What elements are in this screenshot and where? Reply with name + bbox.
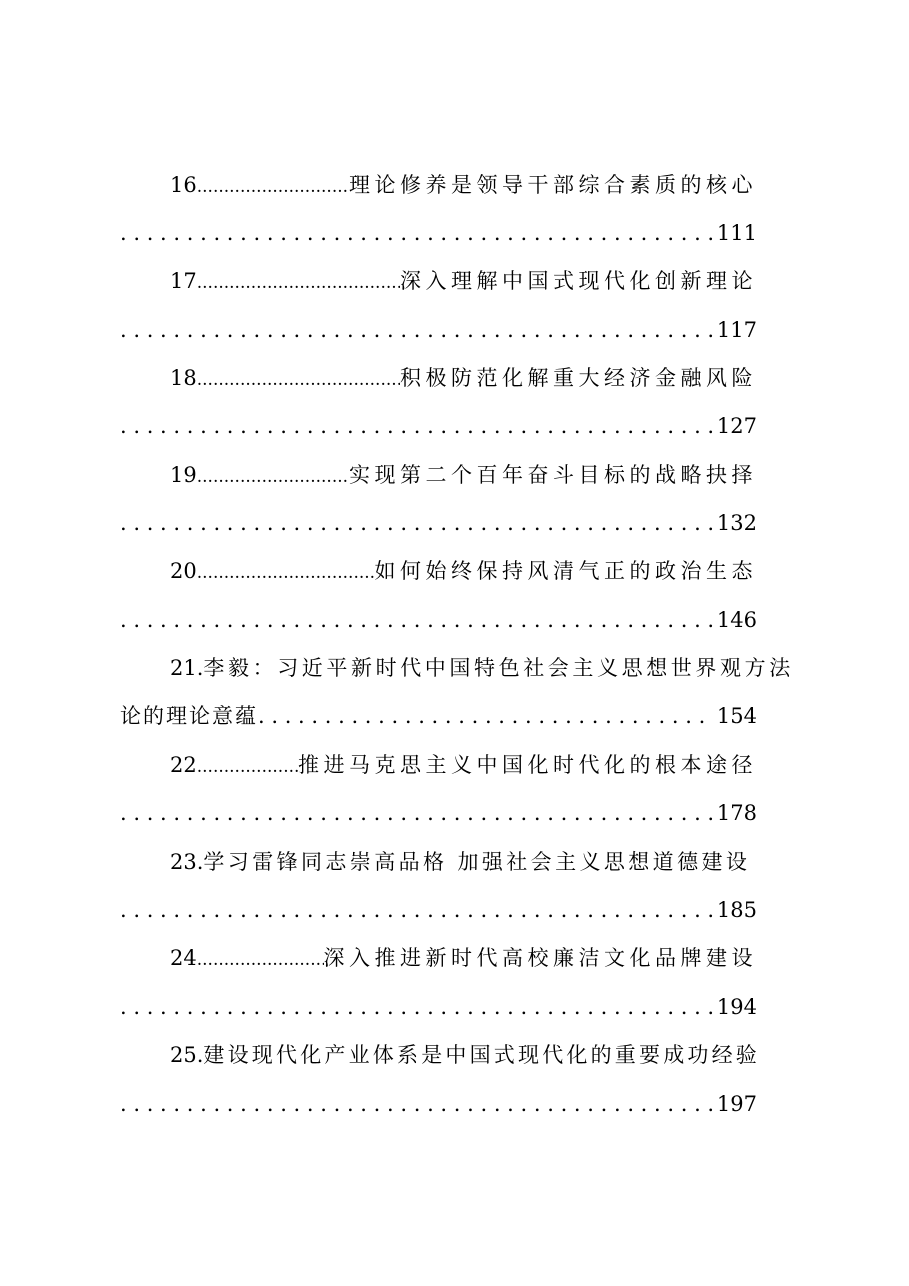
dot-leader bbox=[120, 893, 713, 927]
toc-entry-22-line2 bbox=[120, 796, 757, 830]
toc-entry-number: 21. bbox=[170, 656, 204, 680]
toc-entry-16-line2 bbox=[120, 216, 757, 250]
toc-entry-20-line1 bbox=[170, 554, 757, 588]
toc-entry-21-line2 bbox=[120, 699, 757, 733]
dot-leader bbox=[197, 556, 375, 590]
toc-page-number: 132 bbox=[716, 511, 757, 535]
dot-leader bbox=[120, 990, 713, 1024]
toc-entry-24-line1 bbox=[170, 941, 757, 975]
dot-leader bbox=[120, 1087, 713, 1121]
toc-entry-title: 理论修养是领导干部综合素质的核心 bbox=[349, 173, 757, 197]
dot-leader bbox=[120, 409, 713, 443]
toc-entry-title: 李毅：习近平新时代中国特色社会主义思想世界观方法 bbox=[203, 656, 794, 680]
toc-page-number: 111 bbox=[716, 221, 757, 245]
toc-entry-18-line1 bbox=[170, 361, 757, 395]
toc-page-number: 194 bbox=[716, 995, 757, 1019]
toc-page-number: 146 bbox=[716, 608, 757, 632]
toc-page-number: 178 bbox=[716, 801, 757, 825]
toc-page-number: 154 bbox=[716, 704, 757, 728]
toc-entry-19-line2 bbox=[120, 506, 757, 540]
dot-leader bbox=[258, 699, 713, 733]
dot-leader bbox=[120, 603, 713, 637]
toc-entry-19-line1 bbox=[170, 458, 757, 492]
toc-page-number: 185 bbox=[716, 898, 757, 922]
toc-entry-title: 积极防范化解重大经济金融风险 bbox=[400, 366, 757, 390]
toc-entry-number: 20 bbox=[170, 559, 197, 583]
toc-entry-25-line2 bbox=[120, 1087, 757, 1121]
toc-entry-number: 22 bbox=[170, 753, 197, 777]
toc-entry-18-line2 bbox=[120, 409, 757, 443]
toc-entry-title: 学习雷锋同志崇高品格 加强社会主义思想道德建设 bbox=[203, 850, 751, 874]
toc-entry-number: 24 bbox=[170, 946, 197, 970]
toc-entry-17-line1 bbox=[170, 264, 757, 298]
dot-leader bbox=[120, 313, 713, 347]
toc-page-number: 197 bbox=[716, 1092, 757, 1116]
dot-leader bbox=[197, 266, 400, 300]
toc-entry-23-line1 bbox=[170, 845, 757, 879]
toc-entry-title: 如何始终保持风清气正的政治生态 bbox=[374, 559, 757, 583]
toc-entry-number: 23. bbox=[170, 850, 204, 874]
dot-leader bbox=[197, 363, 400, 397]
toc-entry-number: 19 bbox=[170, 463, 197, 487]
toc-entry-25-line1 bbox=[170, 1038, 770, 1072]
toc-entry-16-line1 bbox=[170, 168, 757, 202]
toc-entry-21-line1 bbox=[170, 651, 794, 685]
toc-entry-title-continued: 论的理论意蕴 bbox=[120, 704, 258, 728]
dot-leader bbox=[120, 796, 713, 830]
dot-leader bbox=[197, 460, 349, 494]
toc-page-number: 127 bbox=[716, 414, 757, 438]
dot-leader bbox=[197, 750, 298, 784]
dot-leader bbox=[197, 170, 349, 204]
toc-entry-title: 实现第二个百年奋斗目标的战略抉择 bbox=[349, 463, 757, 487]
toc-entry-number: 18 bbox=[170, 366, 197, 390]
toc-page-number: 117 bbox=[716, 318, 757, 342]
toc-entry-22-line1 bbox=[170, 748, 757, 782]
toc-entry-24-line2 bbox=[120, 990, 757, 1024]
toc-entry-title: 推进马克思主义中国化时代化的根本途径 bbox=[298, 753, 757, 777]
dot-leader bbox=[120, 506, 713, 540]
toc-entry-title: 深入推进新时代高校廉洁文化品牌建设 bbox=[323, 946, 757, 970]
toc-entry-23-line2 bbox=[120, 893, 757, 927]
toc-entry-title: 深入理解中国式现代化创新理论 bbox=[400, 269, 757, 293]
toc-entry-20-line2 bbox=[120, 603, 757, 637]
dot-leader bbox=[120, 216, 713, 250]
toc-entry-number: 16 bbox=[170, 173, 197, 197]
toc-entry-number: 25. bbox=[170, 1043, 204, 1067]
toc-entry-title: 建设现代化产业体系是中国式现代化的重要成功经验 bbox=[203, 1043, 761, 1067]
dot-leader bbox=[197, 943, 324, 977]
toc-entry-number: 17 bbox=[170, 269, 197, 293]
toc-entry-17-line2 bbox=[120, 313, 757, 347]
